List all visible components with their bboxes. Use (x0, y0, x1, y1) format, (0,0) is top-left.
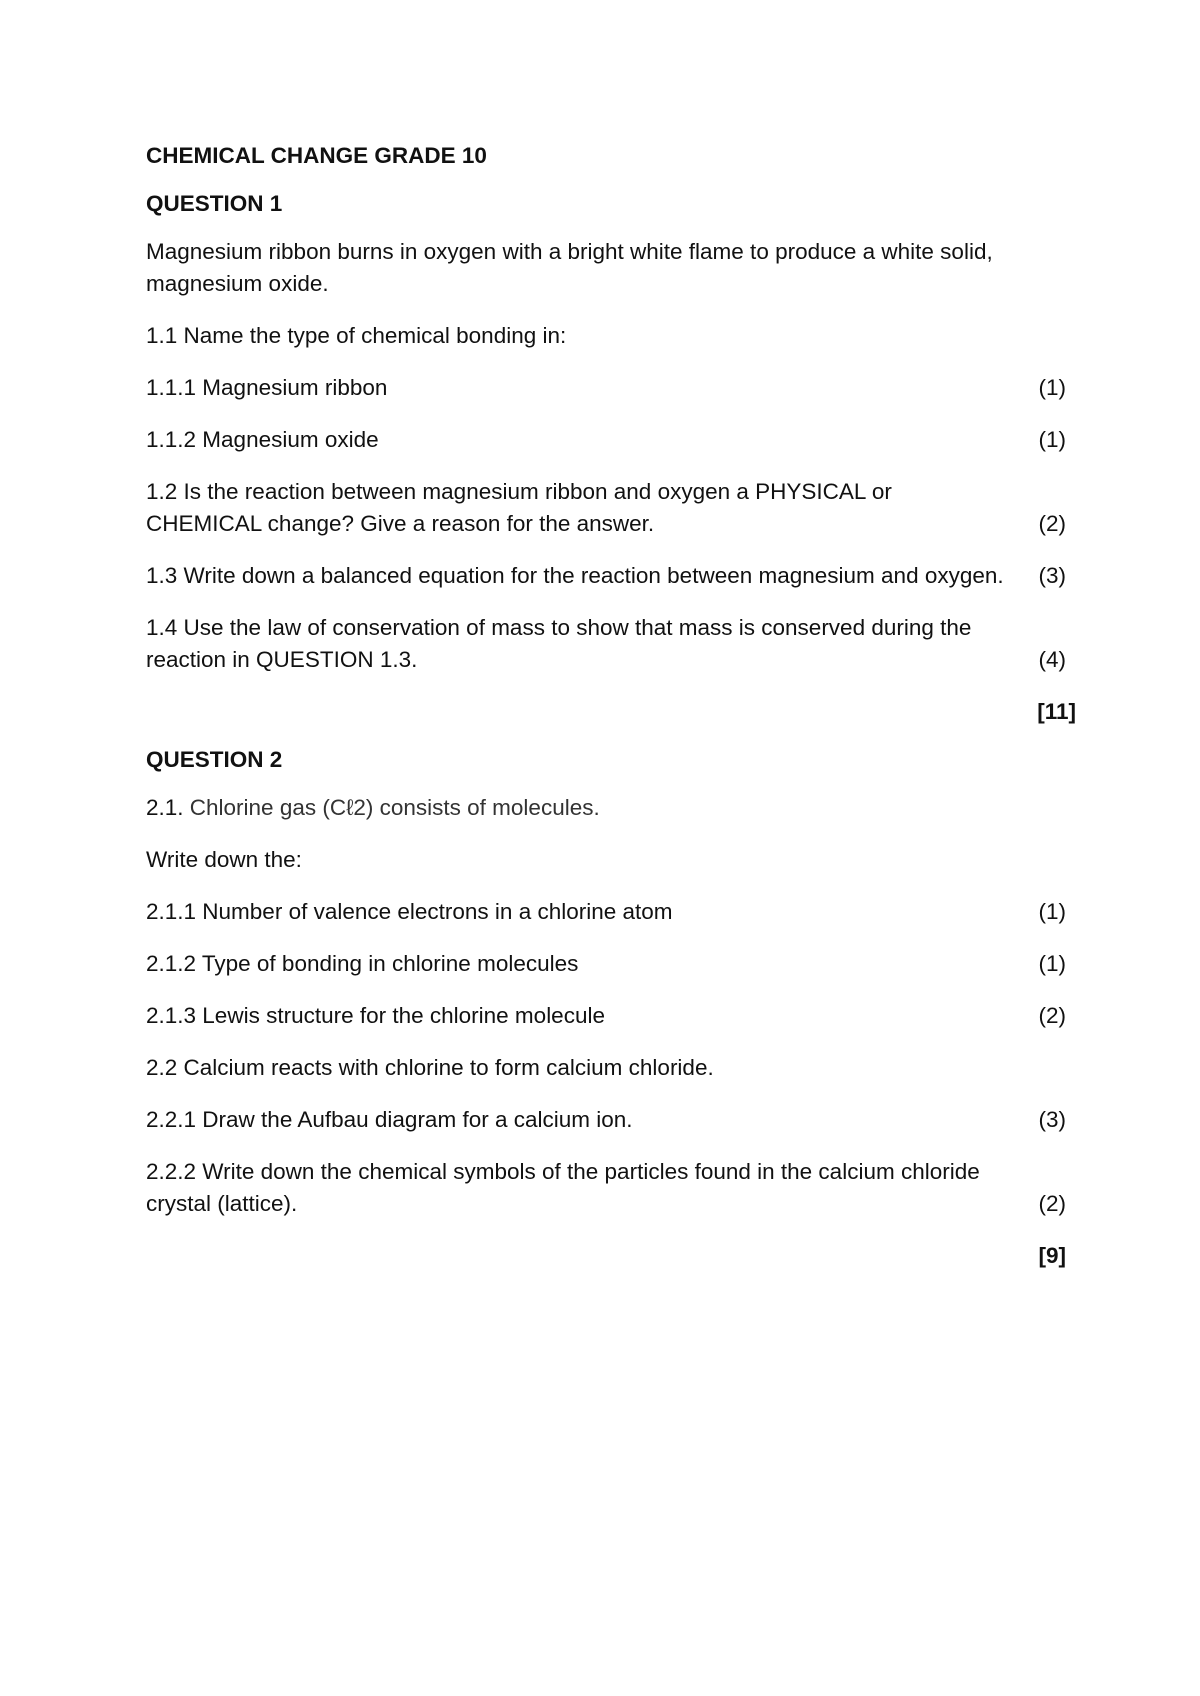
mark-allocation: (2) (1038, 1191, 1066, 1216)
question-2-2: 2.2 Calcium reacts with chlorine to form calcium chloride. (146, 1055, 714, 1080)
mark-allocation: (3) (1038, 563, 1066, 588)
mark-allocation: (3) (1038, 1107, 1066, 1132)
question-2-1-1 (146, 896, 1066, 928)
document-page (146, 140, 1076, 1288)
question-1-1-2 (146, 424, 1066, 456)
mark-allocation: (2) (1038, 1003, 1066, 1028)
question-text: 1.4 Use the law of conservation of mass to show that mass is conserved during the reaction in QUESTION 1.3. (146, 615, 972, 672)
mark-allocation: (1) (1038, 951, 1066, 976)
question-2-2-2 (146, 1156, 1066, 1220)
question-text: 2.2.1 Draw the Aufbau diagram for a calcium ion. (146, 1107, 633, 1132)
question-text: 2.1.2 Type of bonding in chlorine molecules (146, 951, 579, 976)
question-1-heading: QUESTION 1 (146, 191, 283, 216)
question-2-1 (146, 792, 1066, 824)
question-1-4 (146, 612, 1066, 676)
question-text: 2.1.1 Number of valence electrons in a chlorine atom (146, 899, 673, 924)
question-text: 1.3 Write down a balanced equation for the reaction between magnesium and oxygen. (146, 563, 1004, 588)
question-1-1: 1.1 Name the type of chemical bonding in: (146, 323, 567, 348)
question-text: 1.1.1 Magnesium ribbon (146, 375, 388, 400)
document-title: CHEMICAL CHANGE GRADE 10 (146, 143, 487, 168)
question-1-3 (146, 560, 1066, 592)
question-text: 1.2 Is the reaction between magnesium ribbon and oxygen a PHYSICAL or CHEMICAL change? Give a reason for the answer. (146, 479, 892, 536)
question-text: 2.1.3 Lewis structure for the chlorine molecule (146, 1003, 605, 1028)
question-2-1-2 (146, 948, 1066, 980)
question-2-2-1 (146, 1104, 1066, 1136)
question-text: Chlorine gas (Cℓ2) consists of molecules. (183, 795, 600, 820)
mark-allocation: (1) (1038, 375, 1066, 400)
question-2-total: [9] (1038, 1243, 1066, 1268)
write-down-instruction: Write down the: (146, 847, 302, 872)
question-1-total: [11] (1037, 699, 1076, 724)
question-1-intro: Magnesium ribbon burns in oxygen with a bright white flame to produce a white solid, magnesium oxide. (146, 239, 993, 296)
mark-allocation: (2) (1038, 511, 1066, 536)
question-text: 2.2.2 Write down the chemical symbols of the particles found in the calcium chloride crystal (lattice). (146, 1159, 980, 1216)
question-1-2 (146, 476, 1066, 540)
question-text: 1.1.2 Magnesium oxide (146, 427, 379, 452)
question-number: 2.1. (146, 795, 184, 820)
question-1-1-1 (146, 372, 1066, 404)
mark-allocation: (4) (1038, 647, 1066, 672)
question-2-1-3 (146, 1000, 1066, 1032)
mark-allocation: (1) (1038, 899, 1066, 924)
question-2-heading: QUESTION 2 (146, 747, 283, 772)
mark-allocation: (1) (1038, 427, 1066, 452)
